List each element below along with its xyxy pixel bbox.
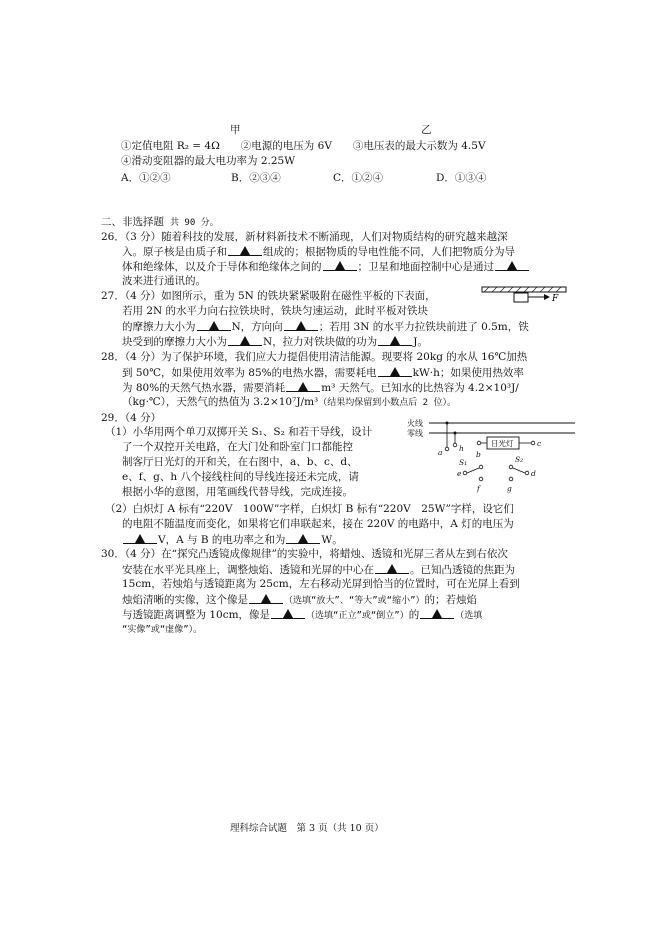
q29-p2-line-1: （2）白炽灯 A 标有“220V 100W”字样，白炽灯 B 标有“220V 25W”字样，设它们 (105, 503, 514, 515)
q29-text: W。 (321, 534, 343, 546)
answer-blank[interactable] (286, 380, 320, 392)
q26-text: ；卫星和地面控制中心是通过 (357, 261, 494, 273)
neutral-wire-label: 零线 (407, 429, 423, 438)
iron-block (514, 293, 528, 302)
q28-text: kW·h；如果使用热效率 (412, 367, 524, 379)
q30-text: 的 (408, 609, 420, 621)
q27-text: 块受到的摩擦力大小为 (122, 336, 227, 348)
switch-s1 (467, 468, 479, 473)
q27-text: J。 (413, 336, 428, 348)
q29-p1-line-3: 制客厅日光灯的开和关，在右图中，a、b、c、d、 (122, 456, 358, 468)
q29-p2-line-2: 的电阻不随温度而变化，如果将它们串联起来，接在 220V 的电路中，A 灯的电压为 (122, 518, 514, 530)
q27-text: 的摩擦力大小为 (122, 321, 196, 333)
q29-text: V，A 与 B 的电功率之和为 (158, 534, 286, 546)
q28-line-1: 28．（4 分）为了保护环境，我们应大力提倡使用清洁能源。现要将 20kg 的水从 16℃加热 (101, 351, 528, 363)
q26-text: 组成的；根据物质的导电性能不同，人们把物质分为导 (263, 246, 515, 258)
label-f: f (477, 484, 480, 493)
q29-head: 29．（4 分） (101, 412, 162, 424)
q30-line-2 (122, 562, 515, 577)
q26-line-3 (122, 259, 530, 274)
label-c: c (537, 439, 542, 448)
answer-blank[interactable] (271, 607, 305, 619)
force-arrowhead (544, 294, 550, 300)
q30-hint: （选填“正立”或“倒立”） (306, 611, 409, 621)
section-title: 二、非选择题 (101, 216, 164, 228)
q29-p2-line-3 (122, 532, 343, 547)
terminal-c (531, 441, 535, 445)
section-header (101, 214, 219, 229)
terminal-e (463, 471, 467, 475)
circuit-figure (407, 418, 577, 500)
option-d: D．①③④ (436, 172, 487, 184)
q27-line-4 (122, 334, 428, 349)
option-c: C．①②④ (333, 172, 384, 184)
label-a: a (438, 448, 443, 457)
q28-text: 为 80%的天然气热水器，需要消耗 (122, 382, 286, 394)
plate-hatching (484, 287, 561, 292)
q27-line-3 (122, 319, 529, 334)
lamp-label: 日光灯 (491, 439, 514, 448)
q28-line-4 (122, 395, 456, 410)
answer-blank[interactable] (123, 532, 157, 544)
answer-blank[interactable] (286, 532, 320, 544)
q30-line-1: 30．（4 分）在“探究凸透镜成像规律”的实验中，将蜡烛、透镜和光屏三者从左到右依次 (101, 548, 508, 560)
label-s2: S₂ (515, 455, 524, 464)
q29-p1-line-2: 了一个双控开关电路，在大门处和卧室门口都能控 (122, 441, 353, 453)
answer-blank[interactable] (378, 334, 412, 346)
q26-text: 入。原子核是由质子和 (122, 246, 227, 258)
label-g: g (507, 484, 512, 493)
q27-text: ；若用 3N 的水平力拉铁块前进了 0.5m，铁 (318, 321, 529, 333)
q28-text: （kg·℃），天然气的热值为 3.2×10⁷J/m³ (122, 396, 319, 408)
q28-text: m³ 天然气。已知水的比热容为 4.2×10³J/ (321, 382, 519, 394)
q30-hint: （选填 (455, 611, 483, 621)
label-s1: S₁ (459, 458, 468, 467)
q26-line-1: 26．（3 分）随着科技的发展，新材料新技术不断涌现，人们对物质结构的研究越来越深 (101, 231, 508, 243)
q28-text: 到 50℃，如果使用效率为 85%的电热水器，需要耗电 (122, 367, 377, 379)
option-a: A．①②③ (121, 172, 171, 184)
answer-blank[interactable] (284, 319, 318, 331)
q30-line-6 (122, 622, 202, 637)
label-h: h (459, 444, 464, 453)
label-d: d (531, 469, 536, 478)
label-e: e (457, 469, 462, 478)
answer-blank[interactable] (375, 562, 409, 574)
q30-text: 安装在水平光具座上，调整烛焰、透镜和光屏的中心在 (122, 564, 374, 576)
answer-blank[interactable] (378, 365, 412, 377)
terminal-d (525, 471, 529, 475)
q27-line-2: 若用 2N 的水平力向右拉铁块时，铁块匀速运动，此时平板对铁块 (122, 305, 429, 317)
answer-blank[interactable] (228, 334, 262, 346)
q30-hint: “实像”或“虚像”）。 (122, 625, 203, 635)
terminal-a (445, 447, 449, 451)
force-label: F (552, 294, 559, 304)
answer-blank[interactable] (420, 607, 454, 619)
q30-text: 烛焰清晰的实像，这个像是 (122, 594, 248, 606)
q30-text: 。已知凸透镜的焦距为 (410, 564, 515, 576)
answer-blank[interactable] (249, 592, 283, 604)
q30-text: 与透镜距离调整为 10cm，像是 (122, 609, 271, 621)
section-note: 共 90 分。 (170, 218, 219, 228)
q30-line-3: 15cm，若烛焰与透镜距离为 25cm，左右移动光屏到恰当的位置时，可在光屏上看到 (122, 578, 520, 590)
terminal-b (477, 441, 481, 445)
answer-blank[interactable] (323, 259, 357, 271)
terminal-h (453, 443, 457, 447)
figure-caption-yi: 乙 (421, 124, 432, 136)
q27-text: N，拉力对铁块做的功为 (263, 336, 378, 348)
answer-blank[interactable] (197, 319, 231, 331)
q30-hint: （选填“放大”、“等大”或“缩小”） (284, 596, 425, 606)
q26-line-2 (122, 244, 515, 259)
q30-line-5 (122, 607, 482, 623)
live-wire-label: 火线 (407, 419, 423, 428)
answer-blank[interactable] (228, 244, 262, 256)
terminal-g (509, 477, 513, 481)
statement-line-2: ④滑动变阻器的最大电功率为 2.25W (121, 155, 296, 167)
q28-line-2 (122, 365, 524, 380)
q29-p1-line-4: e、f、g、h 八个接线柱间的导线连接还未完成，请 (122, 471, 359, 483)
q29-p1-line-5: 根据小华的意图，用笔画线代替导线，完成连接。 (122, 486, 353, 498)
magnetic-plate-figure (480, 284, 570, 310)
q27-line-1: 27．（4 分）如图所示，重为 5N 的铁块紧紧吸附在磁性平板的下表面， (101, 290, 436, 302)
switch-s2 (513, 468, 525, 473)
q27-text: N，方向向 (231, 321, 283, 333)
statement-line-1: ①定值电阻 R₂ = 4Ω ②电源的电压为 6V ③电压表的最大示数为 4.5V (121, 140, 486, 152)
q26-line-4: 波来进行通讯的。 (122, 275, 206, 287)
q30-text: 的；若烛焰 (424, 594, 478, 606)
q29-p1-line-1: （1）小华用两个单刀双掷开关 S₁、S₂ 和若干导线，设计 (105, 426, 373, 438)
q28-hint: （结果均保留到小数点后 2 位）。 (318, 398, 456, 408)
figure-caption-jia: 甲 (230, 124, 241, 136)
q30-line-4 (122, 592, 477, 608)
option-b: B．②③④ (231, 172, 281, 184)
q28-line-3 (122, 380, 519, 395)
q26-text: 体和绝缘体，以及介于导体和绝缘体之间的 (122, 261, 322, 273)
page-footer: 理科综合试题 第 3 页（共 10 页） (230, 823, 384, 834)
terminal-f (479, 477, 483, 481)
answer-blank[interactable] (495, 259, 529, 271)
label-b: b (476, 450, 481, 459)
